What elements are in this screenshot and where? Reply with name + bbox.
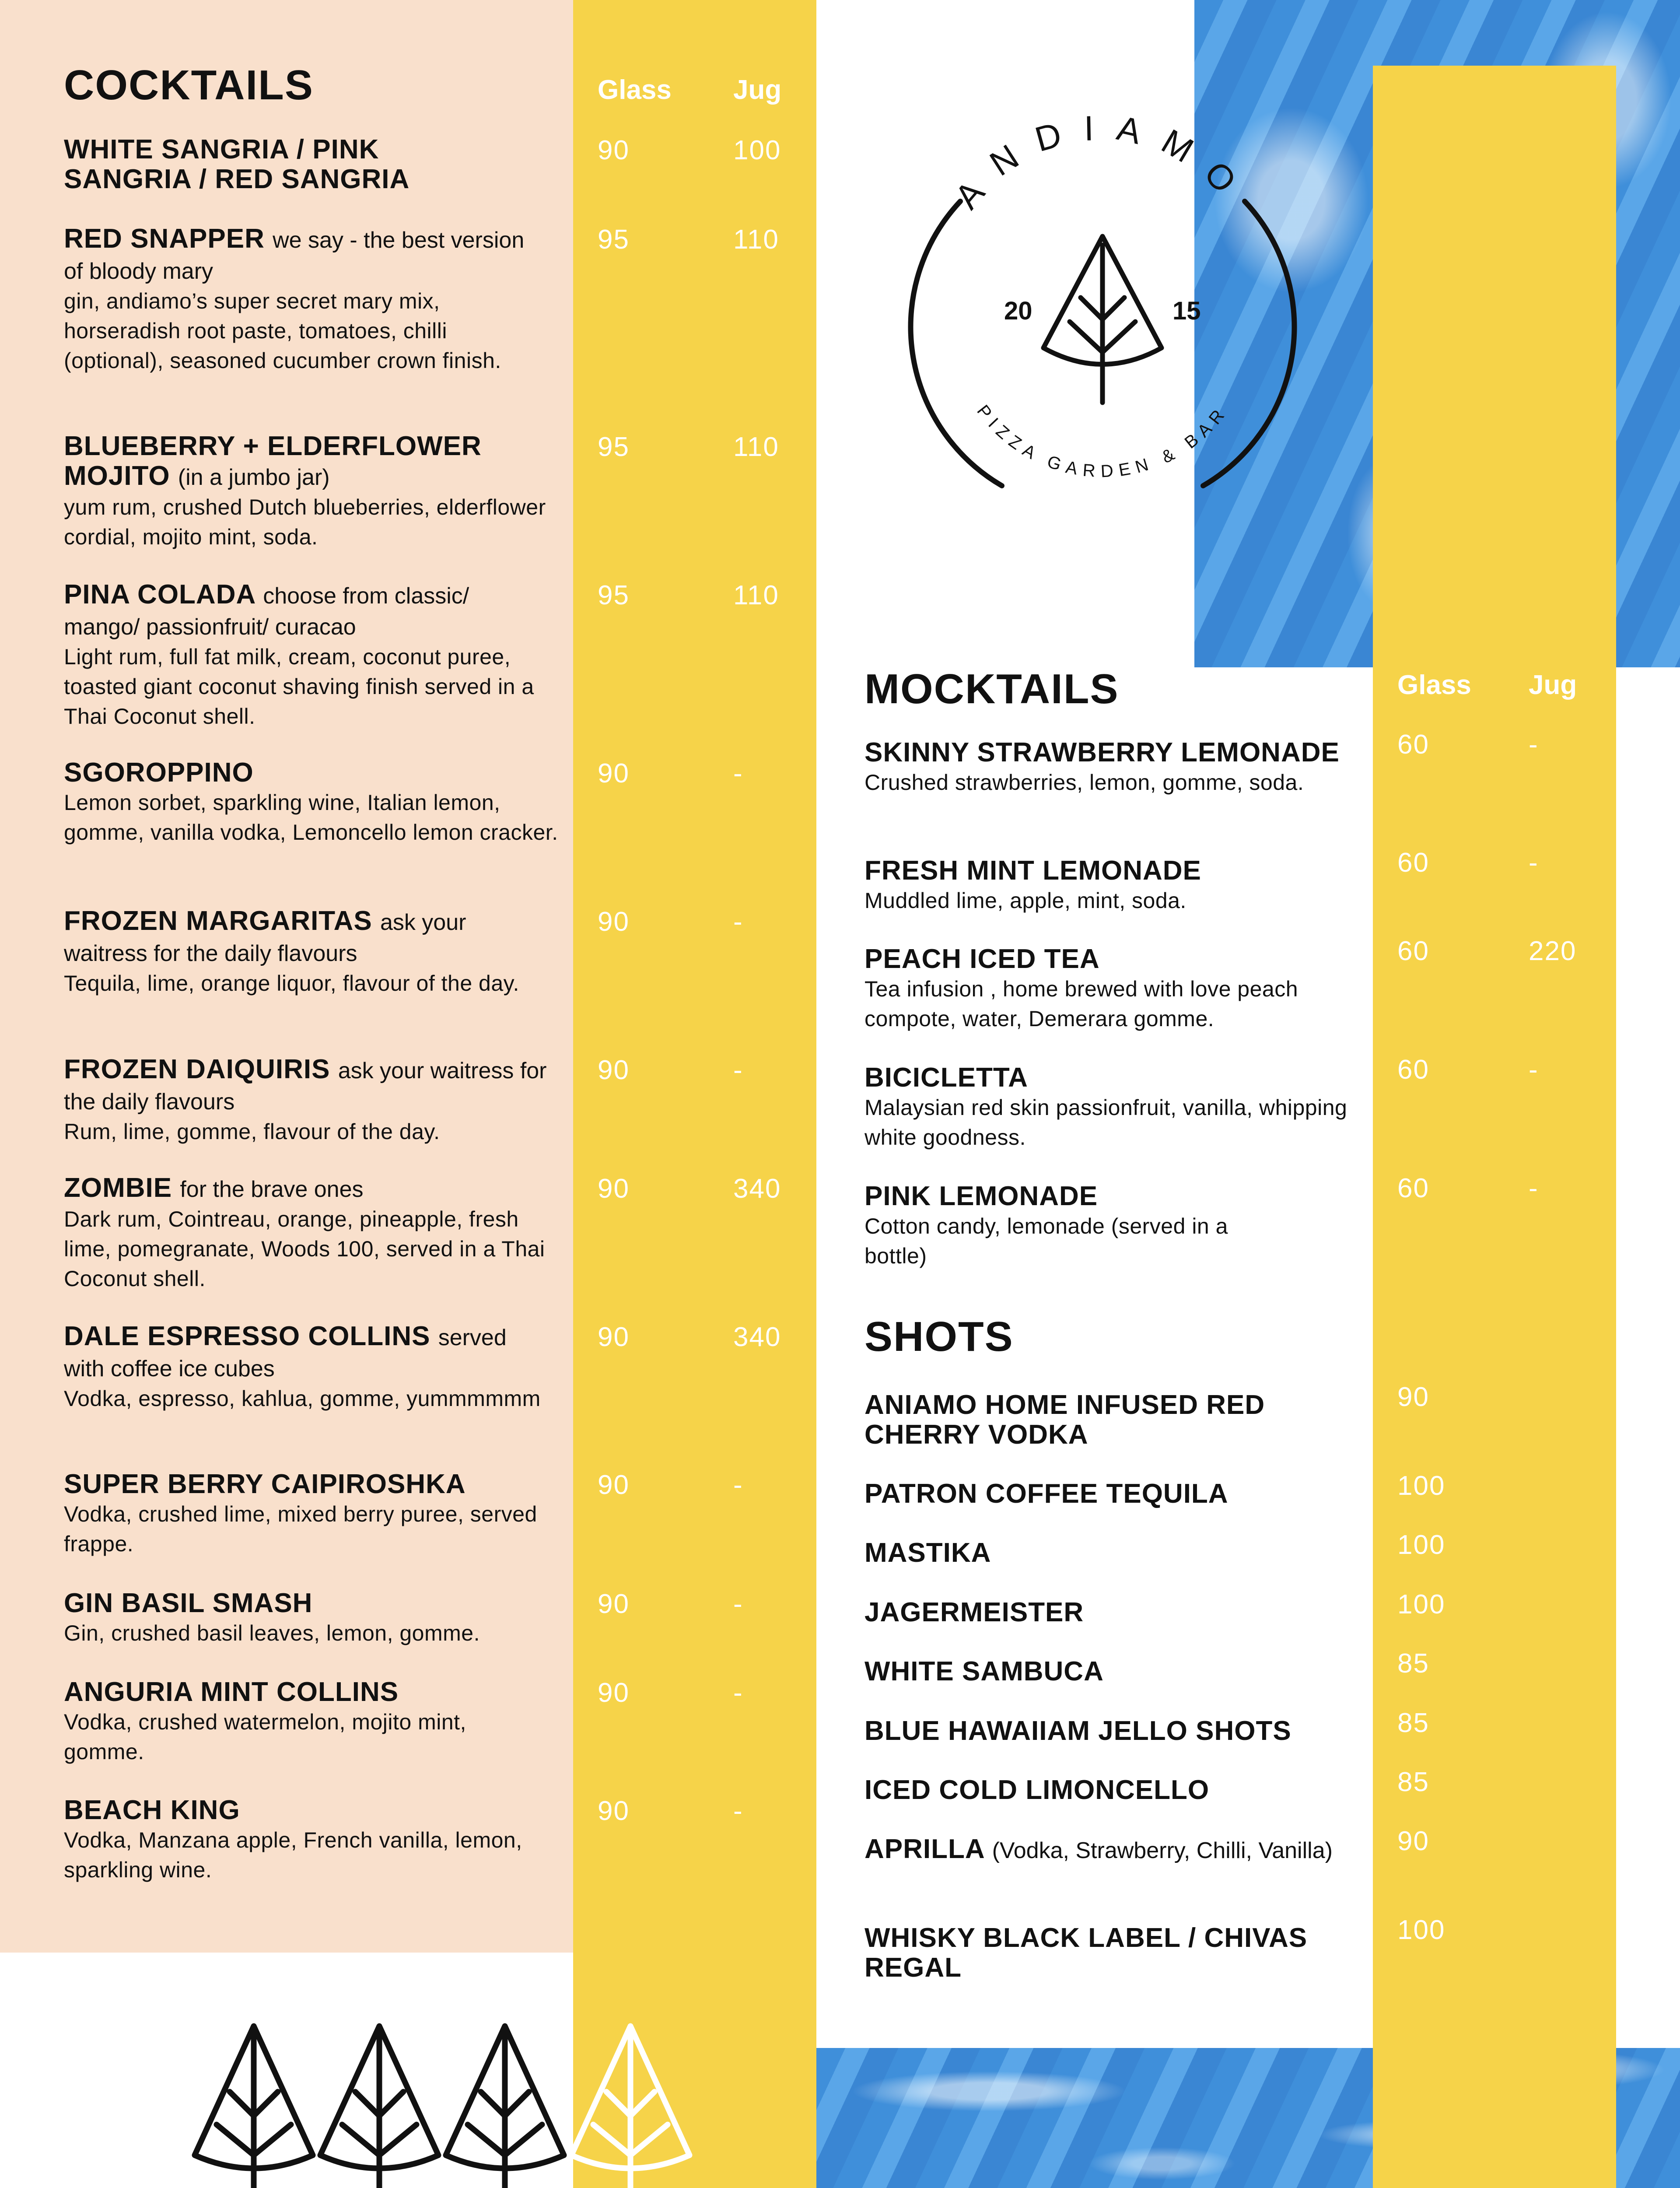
item-description: Vodka, crushed watermelon, mojito mint, gomme.: [64, 1710, 466, 1764]
menu-item: [864, 944, 1363, 1034]
item-note: served with coffee ice cubes: [64, 1325, 507, 1382]
menu-item: [64, 431, 550, 552]
item-description: Tequila, lime, orange liquor, flavour of the day.: [64, 971, 519, 996]
jug-price: -: [733, 1796, 743, 1826]
shot-price: 85: [1397, 1648, 1429, 1679]
glass-header: Glass: [598, 75, 672, 105]
jug-header: Jug: [1529, 670, 1577, 700]
glass-price: 90: [598, 758, 630, 789]
item-name: SGOROPPINO: [64, 757, 254, 788]
shot-price: 90: [1397, 1826, 1429, 1856]
item-name: WHISKY BLACK LABEL / CHIVAS REGAL: [864, 1923, 1308, 1983]
menu-item: [64, 580, 550, 731]
jug-price: -: [1529, 1173, 1539, 1203]
jug-price: -: [733, 758, 743, 789]
glass-price: 90: [598, 907, 630, 937]
item-description: Cotton candy, lemonade (served in a bottle): [864, 1214, 1228, 1268]
glass-price: 90: [598, 1055, 630, 1085]
jug-price: 110: [733, 580, 779, 610]
glass-price: 60: [1397, 848, 1429, 878]
item-description: Muddled lime, apple, mint, soda.: [864, 888, 1186, 913]
glass-price: 60: [1397, 1173, 1429, 1203]
glass-price: 95: [598, 432, 630, 462]
shot-price: 100: [1397, 1530, 1446, 1560]
item-name: FROZEN MARGARITAS: [64, 906, 372, 936]
item-note: for the brave ones: [180, 1177, 364, 1202]
glass-price: 90: [598, 1678, 630, 1708]
jug-price: 100: [733, 135, 781, 165]
logo-year-left: 20: [1004, 297, 1032, 325]
menu-item: [864, 738, 1363, 797]
menu-item: [864, 1479, 1359, 1509]
menu-item: [864, 1716, 1359, 1746]
menu-item: [864, 1834, 1346, 1865]
item-note: (Vodka, Strawberry, Chilli, Vanilla): [992, 1838, 1333, 1863]
price-column-right: [1373, 66, 1616, 2188]
menu-item: [64, 758, 563, 847]
item-description: Gin, crushed basil leaves, lemon, gomme.: [64, 1621, 480, 1645]
item-name: ANGURIA MINT COLLINS: [64, 1677, 399, 1707]
shot-price: 100: [1397, 1915, 1446, 1945]
shots-title: SHOTS: [864, 1313, 1014, 1360]
jug-price: -: [1529, 848, 1539, 878]
shot-price: 85: [1397, 1767, 1429, 1797]
item-name: PATRON COFFEE TEQUILA: [864, 1479, 1228, 1509]
item-name: RED SNAPPER: [64, 224, 265, 254]
item-name: WHITE SANGRIA / PINK SANGRIA / RED SANGRIA: [64, 134, 410, 194]
item-name: JAGERMEISTER: [864, 1597, 1084, 1627]
item-name: WHITE SAMBUCA: [864, 1656, 1104, 1687]
tree-icon: [446, 2026, 564, 2188]
item-name: BICICLETTA: [864, 1062, 1028, 1093]
menu-item: [864, 856, 1363, 915]
glass-price: 60: [1397, 1055, 1429, 1085]
glass-price: 90: [598, 1470, 630, 1500]
item-note: ask your waitress for the daily flavours: [64, 910, 466, 966]
item-name: FROZEN DAIQUIRIS: [64, 1054, 330, 1084]
item-name: PINA COLADA: [64, 579, 255, 610]
item-note: choose from classic/ mango/ passionfruit/ curacao: [64, 583, 469, 640]
item-description: Vodka, Manzana apple, French vanilla, lemon, sparkling wine.: [64, 1828, 522, 1882]
menu-item: [64, 1677, 550, 1767]
logo-year-right: 15: [1172, 297, 1201, 325]
tree-decoration: [188, 2017, 713, 2188]
jug-price: 340: [733, 1322, 781, 1352]
menu-item: [864, 1657, 1359, 1687]
item-description: Lemon sorbet, sparkling wine, Italian lemon, gomme, vanilla vodka, Lemoncello lemon cracker.: [64, 790, 558, 845]
cocktails-title: COCKTAILS: [64, 62, 314, 109]
item-name: APRILLA: [864, 1834, 984, 1864]
menu-item: [864, 1063, 1363, 1152]
logo-brand-text: ANDIAMO: [947, 108, 1258, 216]
logo-ring-left: [911, 201, 1002, 486]
menu-item: [64, 1588, 558, 1648]
menu-item: [864, 1538, 1359, 1568]
item-description: Dark rum, Cointreau, orange, pineapple, fresh lime, pomegranate, Woods 100, served in a Thai Coconut shell.: [64, 1207, 545, 1291]
item-description: gin, andiamo’s super secret mary mix, horseradish root paste, tomatoes, chilli (optional), seasoned cucumber crown finish.: [64, 289, 501, 373]
jug-price: -: [1529, 729, 1539, 760]
shot-price: 100: [1397, 1471, 1446, 1501]
item-name: PINK LEMONADE: [864, 1181, 1098, 1211]
menu-item: [64, 224, 550, 375]
jug-header: Jug: [733, 75, 782, 105]
item-description: Rum, lime, gomme, flavour of the day.: [64, 1119, 440, 1144]
jug-price: -: [733, 1678, 743, 1708]
item-name: ICED COLD LIMONCELLO: [864, 1775, 1210, 1805]
menu-item: [64, 1322, 550, 1413]
item-description: Light rum, full fat milk, cream, coconut puree, toasted giant coconut shaving finish served in a Thai Coconut shell.: [64, 645, 534, 729]
item-description: Tea infusion , home brewed with love peach compote, water, Demerara gomme.: [864, 977, 1298, 1031]
glass-price: 90: [598, 1174, 630, 1204]
tree-icon: [320, 2026, 438, 2188]
jug-price: -: [1529, 1055, 1539, 1085]
price-column-left: [573, 0, 816, 2188]
menu-item: [864, 1598, 1359, 1627]
item-name: FRESH MINT LEMONADE: [864, 856, 1201, 886]
logo-ring-right: [1203, 201, 1294, 486]
jug-price: -: [733, 1470, 743, 1500]
glass-price: 95: [598, 580, 630, 610]
glass-price: 90: [598, 1322, 630, 1352]
item-description: yum rum, crushed Dutch blueberries, elderflower cordial, mojito mint, soda.: [64, 495, 546, 549]
menu-item: [64, 1795, 550, 1885]
andiamo-logo: [888, 101, 1317, 538]
item-description: Crushed strawberries, lemon, gomme, soda.: [864, 770, 1304, 795]
glass-price: 60: [1397, 729, 1429, 760]
glass-price: 60: [1397, 936, 1429, 966]
item-name: ZOMBIE: [64, 1173, 172, 1203]
menu-item: [864, 1775, 1359, 1805]
glass-price: 95: [598, 224, 630, 255]
jug-price: -: [733, 1055, 743, 1085]
glass-price: 90: [598, 135, 630, 165]
tree-icon: [571, 2026, 690, 2188]
menu-item: [864, 1182, 1363, 1271]
menu-item: [64, 1055, 563, 1147]
menu-item: [64, 1469, 550, 1559]
menu-item: [64, 1173, 550, 1294]
item-note: ask your waitress for the daily flavours: [64, 1058, 547, 1115]
item-name: GIN BASIL SMASH: [64, 1588, 313, 1618]
item-name: DALE ESPRESSO COLLINS: [64, 1321, 430, 1351]
item-name: BLUEBERRY + ELDERFLOWER MOJITO: [64, 431, 482, 491]
logo-tree-icon: [1043, 236, 1162, 403]
menu-item: [864, 1390, 1359, 1450]
mocktails-title: MOCKTAILS: [864, 666, 1119, 712]
item-name: BLUE HAWAIIAM JELLO SHOTS: [864, 1716, 1292, 1746]
glass-price: 90: [598, 1796, 630, 1826]
item-name: MASTIKA: [864, 1538, 991, 1568]
jug-price: -: [733, 1589, 743, 1619]
menu-item: [64, 135, 510, 194]
item-note: we say - the best version of bloody mary: [64, 228, 525, 284]
item-note: (in a jumbo jar): [178, 465, 330, 490]
item-description: Malaysian red skin passionfruit, vanilla, whipping white goodness.: [864, 1095, 1348, 1150]
jug-price: 110: [733, 432, 779, 462]
jug-price: -: [733, 907, 743, 937]
glass-header: Glass: [1397, 670, 1471, 700]
item-description: Vodka, crushed lime, mixed berry puree, served frappe.: [64, 1502, 537, 1556]
jug-price: 220: [1529, 936, 1577, 966]
shot-price: 90: [1397, 1382, 1429, 1412]
item-name: SUPER BERRY CAIPIROSHKA: [64, 1469, 466, 1499]
item-name: PEACH ICED TEA: [864, 944, 1100, 974]
menu-item: [864, 1923, 1359, 1983]
tree-icon: [195, 2026, 313, 2188]
shot-price: 100: [1397, 1589, 1446, 1620]
logo-tagline-text: PIZZA GARDEN & BAR: [973, 401, 1232, 481]
jug-price: 110: [733, 224, 779, 255]
item-name: BEACH KING: [64, 1795, 240, 1825]
item-name: SKINNY STRAWBERRY LEMONADE: [864, 737, 1340, 768]
jug-price: 340: [733, 1174, 781, 1204]
glass-price: 90: [598, 1589, 630, 1619]
item-description: Vodka, espresso, kahlua, gomme, yummmmmm: [64, 1386, 541, 1411]
shot-price: 85: [1397, 1708, 1429, 1738]
item-name: ANIAMO HOME INFUSED RED CHERRY VODKA: [864, 1390, 1265, 1450]
menu-item: [64, 906, 550, 998]
